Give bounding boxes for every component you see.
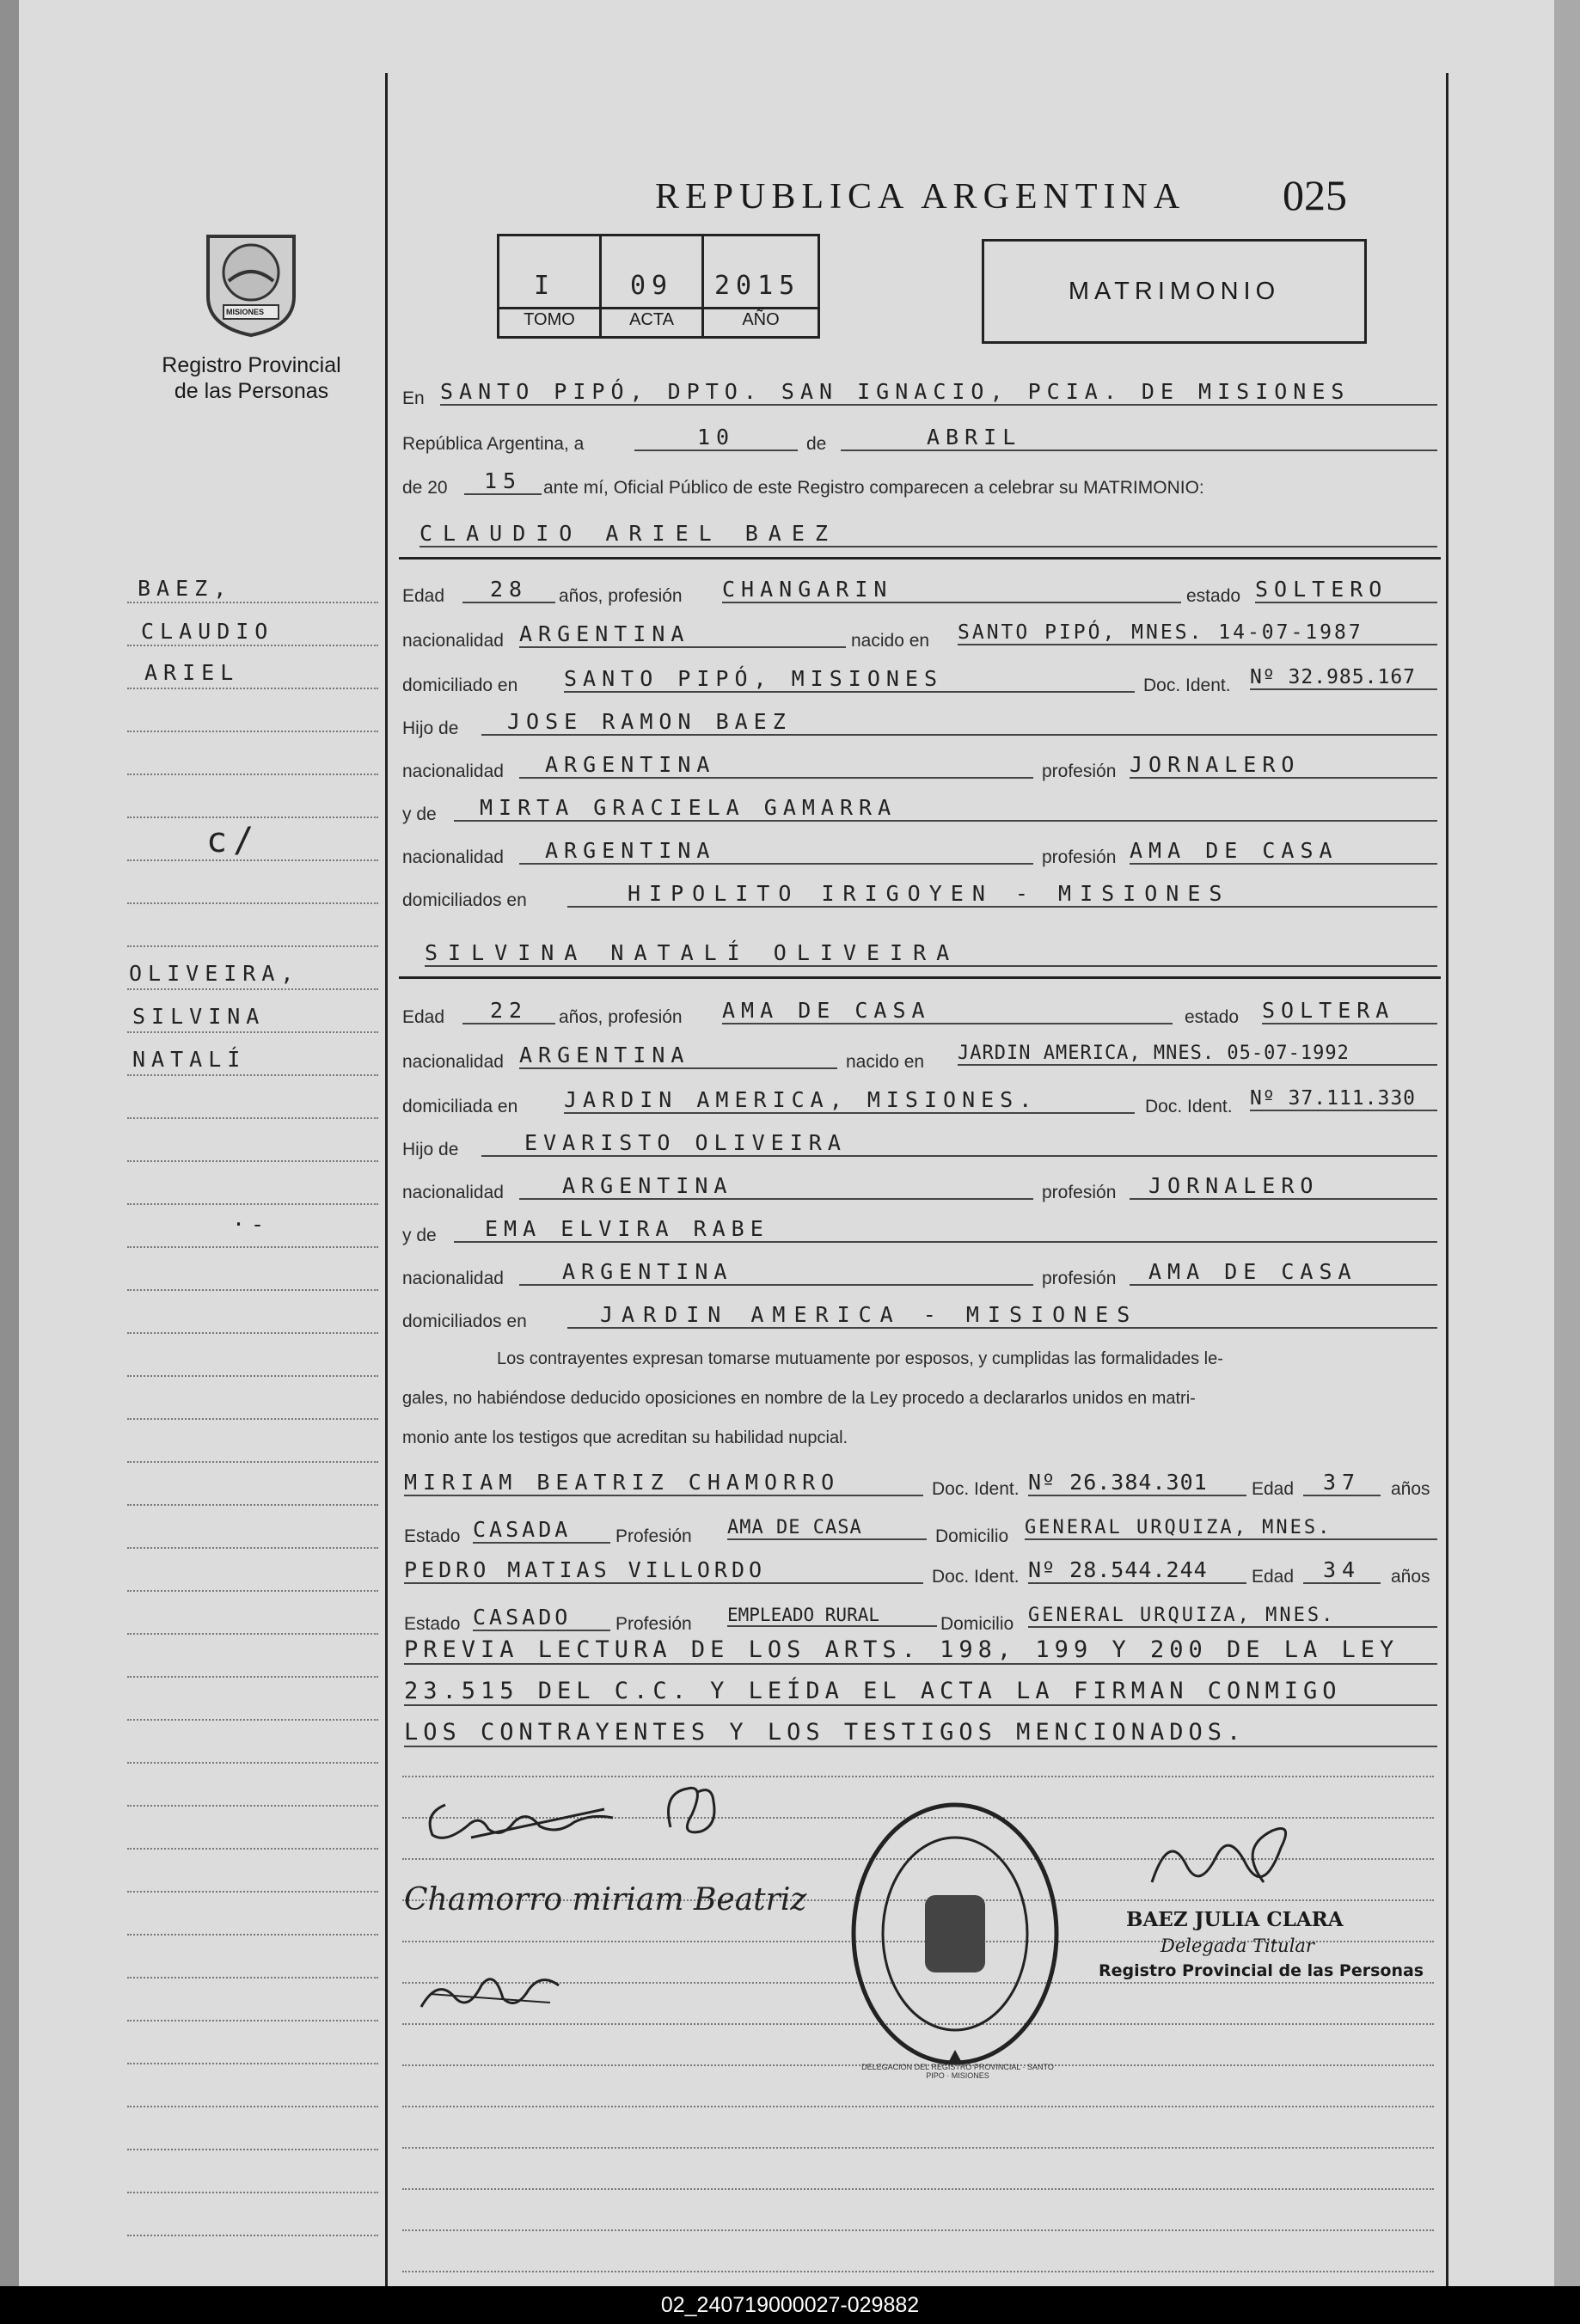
witness2-estado-label: Estado (404, 1614, 461, 1634)
registry-line2: de las Personas (174, 379, 329, 403)
groom-edad-label: Edad (402, 586, 445, 606)
bride-birth: JARDIN AMERICA, MNES. 05-07-1992 (958, 1043, 1437, 1066)
signature-groom (419, 1788, 626, 1852)
acta-label: ACTA (629, 310, 674, 329)
act-type: MATRIMONIO (1068, 278, 1281, 305)
seal-text: DELEGACION DEL REGISTRO PROVINCIAL · SANTO PIPO · MISIONES (861, 2063, 1054, 2080)
statement: ante mí, Oficial Público de este Registro comparecen a celebrar su MATRIMONIO: (543, 478, 1204, 498)
bride-address: JARDIN AMERICA, MISIONES. (564, 1087, 1135, 1114)
witness2-anos-label: años (1391, 1567, 1430, 1587)
bride-domicilio-label: domiciliada en (402, 1097, 518, 1116)
margin-divider (385, 73, 388, 2286)
official-title: Delegada Titular (1161, 1936, 1314, 1956)
bride-civil-status: SOLTERA (1262, 998, 1437, 1024)
witness1-status: CASADA (473, 1517, 610, 1544)
margin-connector: c/ (206, 821, 260, 860)
groom-nationality: ARGENTINA (519, 621, 846, 648)
seal-icon (848, 1796, 1063, 2071)
bride-father: EVARISTO OLIVEIRA (481, 1130, 1437, 1157)
groom-nacionalidad-label: nacionalidad (402, 631, 504, 651)
groom-section-rule (399, 557, 1441, 560)
groom-hijo-label: Hijo de (402, 719, 459, 738)
registry-line1: Registro Provincial (162, 353, 341, 377)
witness1-name: MIRIAM BEATRIZ CHAMORRO (404, 1470, 923, 1496)
republica-label: República Argentina, a (402, 434, 585, 454)
groom-mother: MIRTA GRACIELA GAMARRA (454, 795, 1437, 822)
groom-mother-nac-label: nacionalidad (402, 847, 504, 867)
bride-mother-prof-label: profesión (1042, 1269, 1117, 1288)
image-caption: 02_240719000027-029882 (0, 2286, 1580, 2324)
groom-full-name: CLAUDIO ARIEL BAEZ (419, 521, 1437, 547)
bride-age: 22 (462, 998, 555, 1024)
bride-edad-label: Edad (402, 1007, 445, 1027)
bride-nacionalidad-label: nacionalidad (402, 1052, 504, 1072)
witness2-status: CASADO (473, 1605, 610, 1631)
day-value: 10 (634, 425, 798, 451)
country-title: REPUBLICA ARGENTINA (655, 177, 1186, 217)
bride-mother: EMA ELVIRA RABE (454, 1216, 1437, 1243)
groom-age: 28 (462, 577, 555, 603)
signature-scribble-icon (653, 1776, 731, 1844)
bride-yde-label: y de (402, 1226, 437, 1245)
year-suffix: 15 (464, 468, 542, 495)
groom-father-prof-label: profesión (1042, 761, 1117, 781)
bride-doc: Nº 37.111.330 (1250, 1087, 1437, 1111)
signature-bride (653, 1776, 731, 1849)
witness1-profession: AMA DE CASA (727, 1517, 927, 1540)
margin-mark: ·- (232, 1212, 271, 1237)
groom-parents-dom-label: domiciliados en (402, 890, 527, 910)
groom-yde-label: y de (402, 804, 437, 824)
folio-number: 025 (1283, 171, 1347, 219)
bride-nationality: ARGENTINA (519, 1043, 837, 1069)
witness1-estado-label: Estado (404, 1526, 461, 1546)
witness1-doc: Nº 26.384.301 (1028, 1470, 1246, 1496)
groom-birth: SANTO PIPÓ, MNES. 14-07-1987 (958, 621, 1437, 645)
bride-estado-label: estado (1185, 1007, 1240, 1027)
shield-icon (199, 219, 303, 339)
groom-profession: CHANGARIN (722, 577, 1181, 603)
bride-mother-profession: AMA DE CASA (1130, 1259, 1437, 1286)
closing-line3: LOS CONTRAYENTES Y LOS TESTIGOS MENCIONADOS. (404, 1719, 1437, 1747)
witness1-domicilio-label: Domicilio (935, 1526, 1009, 1546)
groom-address: SANTO PIPÓ, MISIONES (564, 666, 1135, 693)
margin-bride-line3: NATALÍ (132, 1047, 247, 1072)
month-value: ABRIL (841, 425, 1437, 451)
signature-scribble-icon (413, 1960, 567, 2020)
binding-spine (0, 0, 19, 2286)
bride-mother-nac-label: nacionalidad (402, 1269, 504, 1288)
signature-witness2 (413, 1960, 567, 2024)
witness1-profesion-label: Profesión (615, 1526, 692, 1546)
anio-value: 2015 (714, 271, 801, 301)
groom-father: JOSE RAMON BAEZ (481, 709, 1437, 736)
signature-official (1135, 1813, 1307, 1912)
declaration-line2: gales, no habiéndose deducido oposiciones en nombre de la Ley procedo a declararlos unidos en matri- (402, 1389, 1196, 1408)
groom-anos-profesion: años, profesión (559, 586, 683, 606)
bride-parents-dom-label: domiciliados en (402, 1312, 527, 1331)
groom-mother-profession: AMA DE CASA (1130, 838, 1437, 865)
margin-bride-line1: OLIVEIRA, (129, 961, 300, 986)
witness1-doc-label: Doc. Ident. (932, 1479, 1020, 1499)
witness2-age: 34 (1303, 1557, 1381, 1584)
emblem-label: MISIONES (226, 308, 265, 316)
witness2-address: GENERAL URQUIZA, MNES. (1028, 1605, 1437, 1628)
right-border (1446, 73, 1448, 2286)
margin-groom-line3: ARIEL (144, 660, 240, 685)
witness1-age: 37 (1303, 1470, 1381, 1496)
bride-father-profession: JORNALERO (1130, 1173, 1437, 1200)
groom-nacido-label: nacido en (851, 631, 930, 651)
page-edge (1554, 0, 1580, 2286)
tomo-label: TOMO (524, 310, 575, 329)
groom-doc-label: Doc. Ident. (1143, 676, 1231, 695)
act-type-box (982, 239, 1367, 344)
groom-mother-nationality: ARGENTINA (519, 838, 1033, 865)
bride-father-prof-label: profesión (1042, 1183, 1117, 1202)
groom-father-nationality: ARGENTINA (519, 752, 1033, 779)
declaration-line3: monio ante los testigos que acreditan su habilidad nupcial. (402, 1428, 848, 1447)
declaration-line1: Los contrayentes expresan tomarse mutuamente por esposos, y cumplidas las formalidades le- (497, 1349, 1223, 1368)
witness2-name: PEDRO MATIAS VILLORDO (404, 1557, 923, 1584)
official-name: BAEZ JULIA CLARA (1126, 1908, 1344, 1931)
margin-groom-line2: CLAUDIO (141, 619, 274, 644)
witness2-edad-label: Edad (1252, 1567, 1295, 1587)
signature-scribble-icon (1135, 1813, 1307, 1908)
bride-mother-nationality: ARGENTINA (519, 1259, 1033, 1286)
groom-doc: Nº 32.985.167 (1250, 666, 1437, 690)
groom-estado-label: estado (1186, 586, 1241, 606)
witness2-domicilio-label: Domicilio (940, 1614, 1014, 1634)
place-value: SANTO PIPÓ, DPTO. SAN IGNACIO, PCIA. DE MISIONES (440, 379, 1437, 406)
groom-domicilio-label: domiciliado en (402, 676, 518, 695)
bride-father-nationality: ARGENTINA (519, 1173, 1033, 1200)
bride-full-name: SILVINA NATALÍ OLIVEIRA (425, 940, 1437, 967)
year-prefix: de 20 (402, 478, 448, 498)
bride-nacido-label: nacido en (846, 1052, 925, 1072)
misiones-emblem (199, 219, 303, 339)
margin-groom-line1: BAEZ, (138, 576, 233, 601)
bride-section-rule (399, 976, 1441, 979)
en-label: En (402, 388, 425, 408)
bride-hijo-label: Hijo de (402, 1140, 459, 1159)
groom-civil-status: SOLTERO (1255, 577, 1437, 603)
official-office: Registro Provincial de las Personas (1099, 1961, 1424, 1980)
registry-seal (848, 1796, 1063, 2076)
tomo-acta-anio-box (497, 234, 820, 339)
witness1-anos-label: años (1391, 1479, 1430, 1499)
acta-value: 09 (630, 271, 674, 301)
bride-profession: AMA DE CASA (722, 998, 1173, 1024)
groom-parents-address: HIPOLITO IRIGOYEN - MISIONES (567, 881, 1437, 908)
bride-parents-address: JARDIN AMERICA - MISIONES (567, 1302, 1437, 1329)
groom-father-profession: JORNALERO (1130, 752, 1437, 779)
signature-witness1-name: Chamorro miriam Beatriz (404, 1882, 807, 1917)
signature-scribble-icon (419, 1788, 626, 1848)
witness1-edad-label: Edad (1252, 1479, 1295, 1499)
bride-doc-label: Doc. Ident. (1145, 1097, 1233, 1116)
witness2-profesion-label: Profesión (615, 1614, 692, 1634)
closing-line2: 23.515 DEL C.C. Y LEÍDA EL ACTA LA FIRMAN CONMIGO (404, 1678, 1437, 1706)
bride-father-nac-label: nacionalidad (402, 1183, 504, 1202)
tomo-value: I (534, 271, 556, 301)
registry-name (129, 352, 374, 404)
bride-anos-profesion: años, profesión (559, 1007, 683, 1027)
de-label: de (806, 434, 827, 454)
witness1-address: GENERAL URQUIZA, MNES. (1025, 1517, 1437, 1540)
groom-father-nac-label: nacionalidad (402, 761, 504, 781)
witness2-profession: EMPLEADO RURAL (727, 1605, 937, 1627)
witness2-doc: Nº 28.544.244 (1028, 1557, 1246, 1584)
margin-bride-line2: SILVINA (132, 1004, 266, 1029)
closing-line1: PREVIA LECTURA DE LOS ARTS. 198, 199 Y 200 DE LA LEY (404, 1636, 1437, 1665)
anio-label: AÑO (742, 310, 780, 329)
witness2-doc-label: Doc. Ident. (932, 1567, 1020, 1587)
groom-mother-prof-label: profesión (1042, 847, 1117, 867)
